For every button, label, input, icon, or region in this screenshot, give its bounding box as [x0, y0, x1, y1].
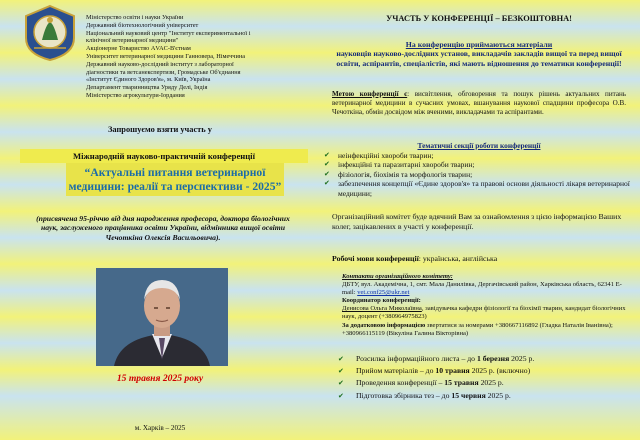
acceptance-body: науковців науково-дослідних установ, викладачів закладів вищої та перед вищої освіти, аспірантів, спеціалістів, які мають відношення до тематики конференції! [336, 49, 622, 68]
right-page [318, 0, 640, 440]
dedication-text: (присвячена 95-річчю від дня народження професора, доктора біологічних наук, заслуженого працівника освіти України, відмінника вищої освіти Чечоткіна Олексія Васильовича). [36, 214, 290, 242]
university-crest-icon [22, 4, 78, 62]
contacts-heading: Контакти організаційного комітету: [342, 273, 453, 280]
sections-heading: Тематичні секції роботи конференції [417, 141, 541, 150]
extra-info-line [342, 322, 626, 338]
timeline-text: Підготовка збірника тез – до 15 червня 2025 р. [356, 390, 511, 400]
check-icon: ✔ [324, 160, 330, 169]
timeline-text: Прийом матеріалів – до 10 травня 2025 р. (включно) [356, 366, 531, 376]
check-icon: ✔ [338, 391, 344, 400]
org-line: Державний науково-дослідний інститут з лабораторної [86, 60, 234, 68]
conference-title: “Актуальні питання ветеринарної медицини: реалії та перспективи - 2025” [66, 163, 284, 196]
acceptance-block [336, 40, 622, 68]
goal-label: Метою конференції є [332, 90, 408, 98]
conference-date: 15 травня 2025 року [116, 373, 204, 384]
list-item [338, 365, 630, 377]
timeline-text: Проведення конференції – 15 травня 2025 р. [356, 378, 504, 388]
conference-goal [332, 90, 626, 116]
check-icon: ✔ [338, 355, 344, 363]
section-text: інфекційні та паразитарні хвороби тварин; [338, 160, 475, 170]
check-icon: ✔ [338, 379, 344, 388]
organizations-list [86, 14, 316, 100]
extra-info-label: За додатковою інформацією [342, 321, 426, 329]
languages-value: : українська, англійська [418, 254, 498, 263]
org-line: Національний науковий центр "Інститут експериментальної і [86, 29, 251, 37]
timeline-text: Розсилка інформаційного листа – до 1 березня 2025 р. [356, 354, 535, 363]
list-item [338, 377, 630, 389]
org-line: діагностики та ветсанекспертизи, Громадське Об'єднання [86, 68, 241, 76]
list-item [338, 390, 630, 402]
portrait-photo [96, 268, 228, 366]
org-line: Державний біотехнологічний університет [86, 21, 199, 29]
org-line: «Інститут Єдиного Здоров'я», м. Київ, Україна [86, 76, 211, 84]
coordinator-name: Денисова Ольга Миколаївна [342, 305, 422, 313]
check-icon: ✔ [324, 179, 330, 188]
org-line: Міністерство освіти і науки України [86, 14, 184, 21]
contacts-address-line [342, 281, 626, 297]
coordinator-line [342, 305, 626, 321]
contacts-block [342, 273, 626, 338]
list-item [338, 353, 630, 365]
working-languages [332, 254, 624, 263]
contacts-address: ДБТУ, вул. Академічна, 1, смт. Мала Данилівка, Дергачівський район, Харківська область, 62341 E-mail: [342, 281, 622, 297]
languages-label: Робочі мови конференції [332, 254, 419, 263]
coordinator-heading: Координатор конференції: [342, 297, 421, 305]
invitation-heading: Запрошуємо взяти участь у [107, 125, 212, 134]
org-line: клінічної ветеринарної медицини" [86, 37, 179, 45]
timeline-list [338, 353, 630, 402]
list-item [324, 160, 630, 169]
check-icon: ✔ [324, 151, 330, 159]
org-line: Університет ветеринарної медицини Ганновера, Німеччина [86, 52, 245, 60]
section-text: забезпечення концепції «Єдине здоров'я» та правові основи діяльності лікаря ветеринарної медицини; [338, 179, 630, 198]
org-line: Акціонерне Товариство АVAС-В'єтнам [86, 45, 191, 53]
check-icon: ✔ [338, 367, 344, 376]
list-item [324, 170, 630, 179]
org-line: Міністерство агрокультури-Іордания [86, 91, 185, 99]
check-icon: ✔ [324, 169, 330, 178]
list-item [324, 179, 630, 198]
goal-text: : висвітлення, обговорення та пошук рішень актуальних питань ветеринарної медицини в сучасних умовах, вшанування наукової спадщини професора О.В. Чечоткіна, обмін досвідом між вченими, викладачами та аспірантами. [332, 90, 626, 116]
section-text: неінфекційні хвороби тварин; [338, 151, 434, 160]
free-participation-title: УЧАСТЬ У КОНФЕРЕНЦІЇ – БЕЗКОШТОВНА! [386, 14, 572, 23]
sections-list [324, 151, 630, 198]
section-text: фізіологія, біохімія та морфологія тварин; [338, 169, 473, 179]
coordinator-text: , завідувачка кафедри фізіології та біохімії тварин, кандидат біологічних наук, доцент (+380964975823) [342, 305, 626, 321]
list-item [324, 151, 630, 160]
org-line: Департамент тваринництва Уряду Делі, Індія [86, 84, 208, 92]
city-year: м. Харків – 2025 [134, 424, 186, 432]
acceptance-heading: На конференцію приймаються матеріали [405, 40, 553, 49]
extra-info-text: звертатися за номерами +380667116892 (Гладка Наталія Іванівна); +380966115119 (Вікуліна Галина Вікторівна) [342, 321, 613, 337]
contact-email-link[interactable]: vet.conf25@ukr.net [357, 289, 410, 297]
conference-type: Міжнародній науково-практичній конференції [20, 149, 308, 163]
committee-note: Організаційний комітет буде вдячний Вам за ознайомлення з цією інформацією Ваших колег, зацікавлених в участі у конференції. [332, 212, 622, 231]
